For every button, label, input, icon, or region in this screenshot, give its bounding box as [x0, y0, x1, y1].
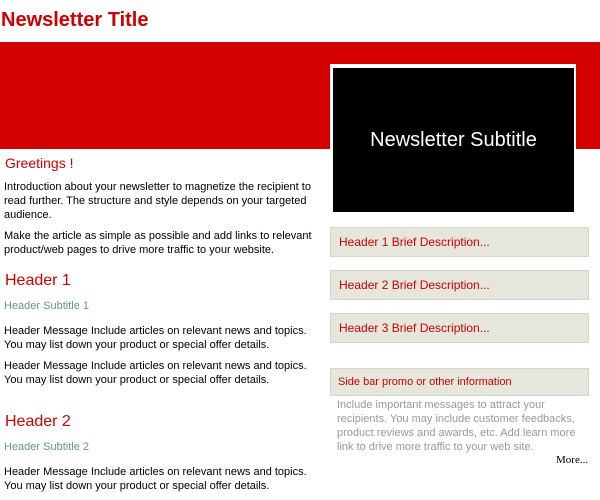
section-spacer	[4, 394, 312, 408]
section-1-message-2: Header Message Include articles on relevant news and topics. You may list down your product or special offer details.	[4, 360, 307, 386]
section-1-subtitle: Header Subtitle 1	[4, 300, 89, 312]
intro-paragraph-2: Make the article as simple as possible and add links to relevant product/web pages to drive more traffic to your website.	[4, 230, 312, 256]
more-link[interactable]: More...	[556, 454, 589, 466]
section-2-subtitle: Header Subtitle 2	[4, 441, 89, 453]
section-2-header: Header 2	[5, 413, 71, 430]
sidebar-link-header-1[interactable]: Header 1 Brief Description...	[330, 227, 589, 257]
newsletter-title: Newsletter Title	[1, 9, 149, 31]
newsletter-subtitle: Newsletter Subtitle	[370, 128, 537, 151]
sidebar-link-header-3[interactable]: Header 3 Brief Description...	[330, 313, 589, 343]
section-2-message-1: Header Message Include articles on relevant news and topics. You may list down your product or special offer details.	[4, 466, 307, 492]
section-1-header: Header 1	[5, 272, 71, 289]
section-1-message-1: Header Message Include articles on relevant news and topics. You may list down your product or special offer details.	[4, 325, 307, 351]
main-content	[4, 154, 312, 500]
sidebar-link-header-2[interactable]: Header 2 Brief Description...	[330, 270, 589, 300]
greeting: Greetings !	[5, 155, 74, 171]
sidebar-promo-title: Side bar promo or other information	[330, 368, 589, 396]
subtitle-box	[333, 68, 574, 212]
intro-paragraph-1: Introduction about your newsletter to magnetize the recipient to read further. The structure and style depends on your targeted audience.	[4, 181, 311, 221]
sidebar-promo-text: Include important messages to attract your recipients. You may include customer feedbacks, product reviews and awards, etc. Add learn more link to drive more traffic to your web site.	[337, 399, 576, 453]
